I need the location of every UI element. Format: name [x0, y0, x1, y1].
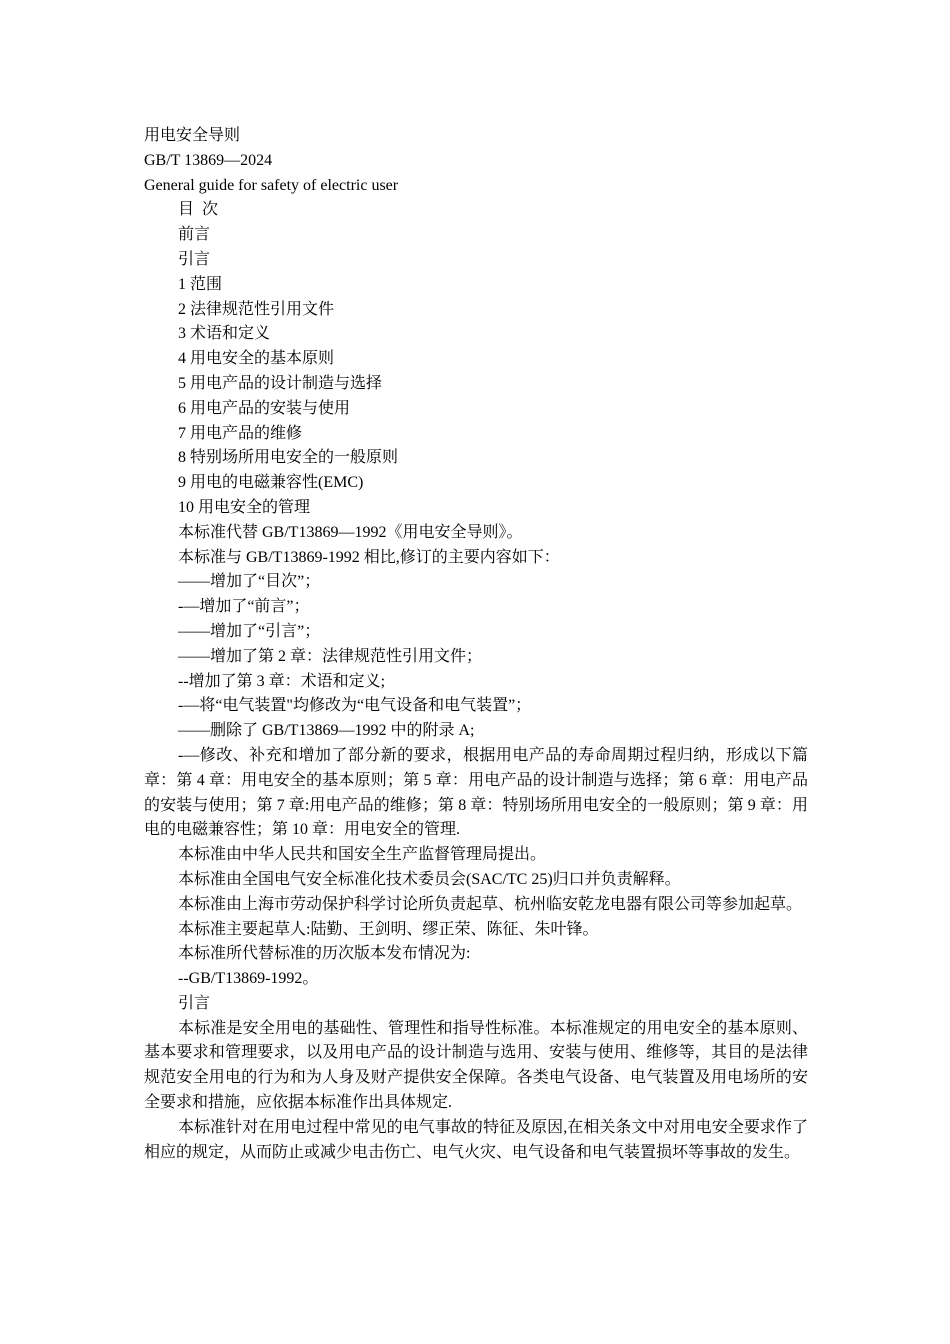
change-item: --增加了第 3 章：术语和定义;	[178, 672, 386, 690]
toc-item-9: 9 用电的电磁兼容性(EMC)	[178, 474, 364, 492]
change-item: -—增加了“前言”；	[178, 598, 310, 616]
foreword-replaces: 本标准代替 GB/T13869—1992《用电安全导则》。	[178, 523, 523, 541]
toc-item-8: 8 特别场所用电安全的一般原则	[178, 449, 399, 467]
toc-heading: 目 次	[178, 201, 219, 219]
change-item: ——增加了“目次”；	[178, 573, 321, 591]
change-item: ——增加了第 2 章：法律规范性引用文件；	[178, 647, 483, 665]
toc-item-5: 5 用电产品的设计制造与选择	[178, 374, 383, 392]
foreword-history-intro: 本标准所代替标准的历次版本发布情况为:	[178, 945, 471, 963]
change-item-long: -—修改、补充和增加了部分新的要求，根据用电产品的寿命周期过程归纳，形成以下篇章：第 4 章：用电安全的基本原则；第 5 章：用电产品的设计制造与选择；第 6 章：用电产品的安装与使用；第 7 章:用电产品的维修；第 8 章：特别场所用电安全的一般原则；第 9 章：用电的电磁兼容性；第 10 章：用电安全的管理.	[144, 746, 808, 839]
change-item: -—将“电气装置"均修改为“电气设备和电气装置”；	[178, 697, 532, 715]
toc-item-3: 3 术语和定义	[178, 325, 271, 343]
toc-item-7: 7 用电产品的维修	[178, 424, 303, 442]
toc-item-introduction: 引言	[178, 250, 211, 268]
foreword-history-item: --GB/T13869-1992。	[178, 970, 319, 988]
toc-item-2: 2 法律规范性引用文件	[178, 300, 335, 318]
document-page	[144, 124, 808, 1165]
toc-item-foreword: 前言	[178, 226, 211, 244]
foreword-proposed-by: 本标准由中华人民共和国安全生产监督管理局提出。	[178, 846, 547, 864]
foreword-drafted-by: 本标准由上海市劳动保护科学讨论所负责起草、杭州临安乾龙电器有限公司等参加起草。	[178, 895, 803, 913]
toc-item-6: 6 用电产品的安装与使用	[178, 399, 351, 417]
foreword-jurisdiction: 本标准由全国电气安全标准化技术委员会(SAC/TC 25)归口并负责解释。	[178, 870, 681, 888]
introduction-paragraph-2: 本标准针对在用电过程中常见的电气事故的特征及原因,在相关条文中对用电安全要求作了相应的规定，从而防止或减少电击伤亡、电气火灾、电气设备和电气装置损坏等事故的发生。	[144, 1118, 808, 1161]
document-title-cn: 用电安全导则	[144, 127, 241, 144]
introduction-heading: 引言	[178, 994, 211, 1012]
toc-item-10: 10 用电安全的管理	[178, 498, 311, 516]
toc-item-1: 1 范围	[178, 275, 223, 293]
toc-item-4: 4 用电安全的基本原则	[178, 350, 335, 368]
change-item: ——删除了 GB/T13869—1992 中的附录 A;	[178, 722, 475, 740]
foreword-drafters: 本标准主要起草人:陆勤、王剑明、缪正荣、陈征、朱叶锋。	[178, 920, 599, 938]
standard-number: GB/T 13869—2024	[144, 151, 273, 169]
foreword-changes-intro: 本标准与 GB/T13869-1992 相比,修订的主要内容如下：	[178, 548, 560, 566]
introduction-paragraph-1: 本标准是安全用电的基础性、管理性和指导性标准。本标准规定的用电安全的基本原则、基本要求和管理要求，以及用电产品的设计制造与选用、安装与使用、维修等，其目的是法律规范安全用电的行为和为人身及财产提供安全保障。各类电气设备、电气装置及用电场所的安全要求和措施，应依据本标准作出具体规定.	[144, 1019, 808, 1112]
document-title-en: General guide for safety of electric user	[144, 176, 399, 194]
change-item: ——增加了“引言”；	[178, 622, 321, 640]
